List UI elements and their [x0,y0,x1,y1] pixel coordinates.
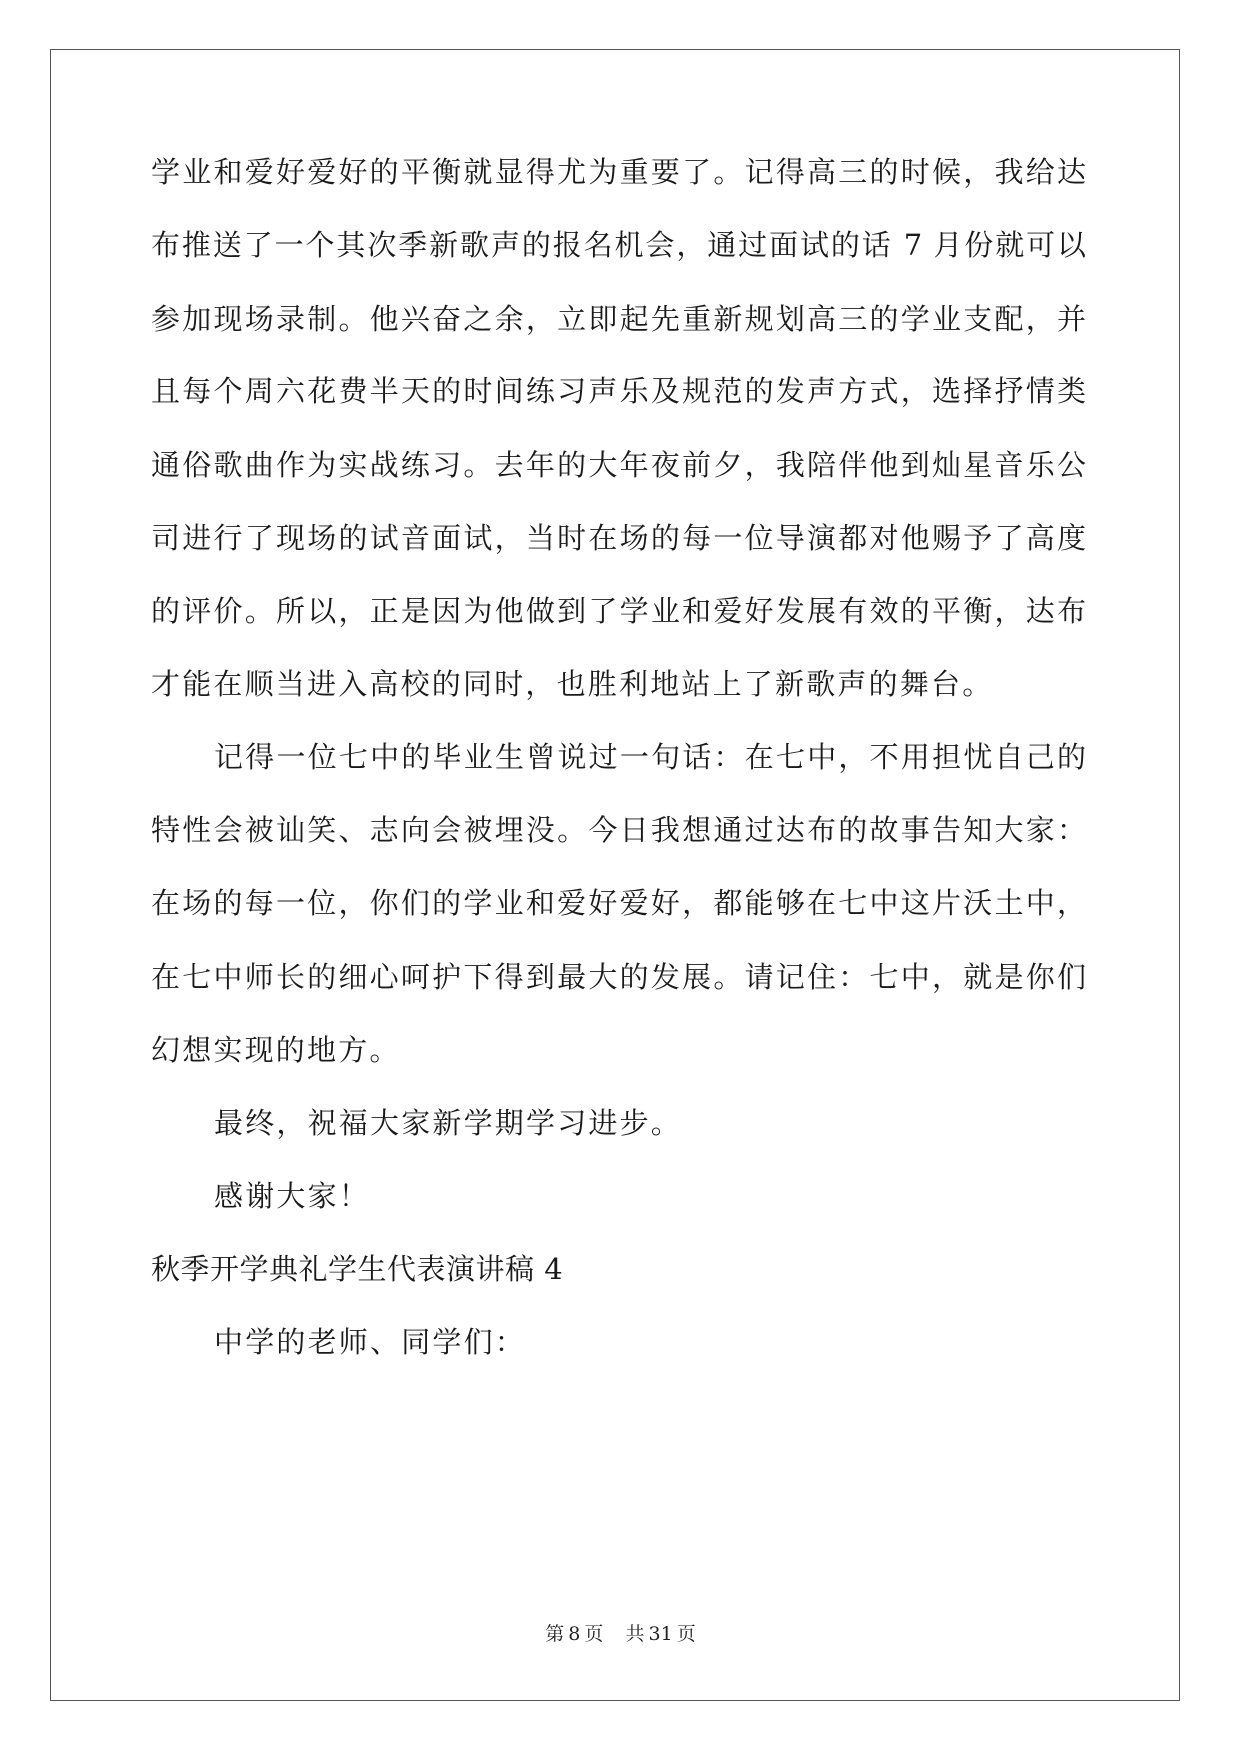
paragraph-line: 的评价。所以，正是因为他做到了学业和爱好发展有效的平衡，达布 [151,594,1086,628]
total-label-suffix: 页 [676,1623,696,1645]
paragraph-line: 司进行了现场的试音面试，当时在场的每一位导演都对他赐予了高度 [151,521,1086,555]
total-pages: 31 [648,1623,673,1645]
paragraph-line: 在场的每一位，你们的学业和爱好爱好，都能够在七中这片沃土中， [151,886,1086,920]
paragraph-line: 学业和爱好爱好的平衡就显得尤为重要了。记得高三的时候，我给达 [151,155,1086,189]
page-number: 8 [568,1623,581,1645]
page-border [50,49,1180,1701]
paragraph-line: 幻想实现的地方。 [151,1033,401,1067]
paragraph-line: 特性会被讪笑、志向会被埋没。今日我想通过达布的故事告知大家： [151,813,1086,847]
paragraph-line: 且每个周六花费半天的时间练习声乐及规范的发声方式，选择抒情类 [151,374,1086,408]
salutation: 中学的老师、同学们： [214,1325,527,1359]
page-footer [0,1622,1241,1646]
total-label-prefix: 共 [625,1623,645,1645]
paragraph-line: 感谢大家！ [214,1179,371,1213]
paragraph-line: 记得一位七中的毕业生曾说过一句话：在七中，不用担忧自己的 [214,740,1086,774]
paragraph-line: 在七中师长的细心呵护下得到最大的发展。请记住：七中，就是你们 [151,960,1086,994]
paragraph-line: 最终，祝福大家新学期学习进步。 [214,1106,683,1140]
paragraph-line: 通俗歌曲作为实战练习。去年的大年夜前夕，我陪伴他到灿星音乐公 [151,448,1086,482]
paragraph-line: 参加现场录制。他兴奋之余，立即起先重新规划高三的学业支配，并 [151,302,1086,336]
paragraph-line: 布推送了一个其次季新歌声的报名机会，通过面试的话 7 月份就可以 [151,228,1086,262]
page-label-prefix: 第 [545,1623,565,1645]
section-heading: 秋季开学典礼学生代表演讲稿 4 [151,1252,564,1286]
paragraph-line: 才能在顺当进入高校的同时，也胜利地站上了新歌声的舞台。 [151,667,994,701]
page-label-suffix: 页 [584,1623,604,1645]
